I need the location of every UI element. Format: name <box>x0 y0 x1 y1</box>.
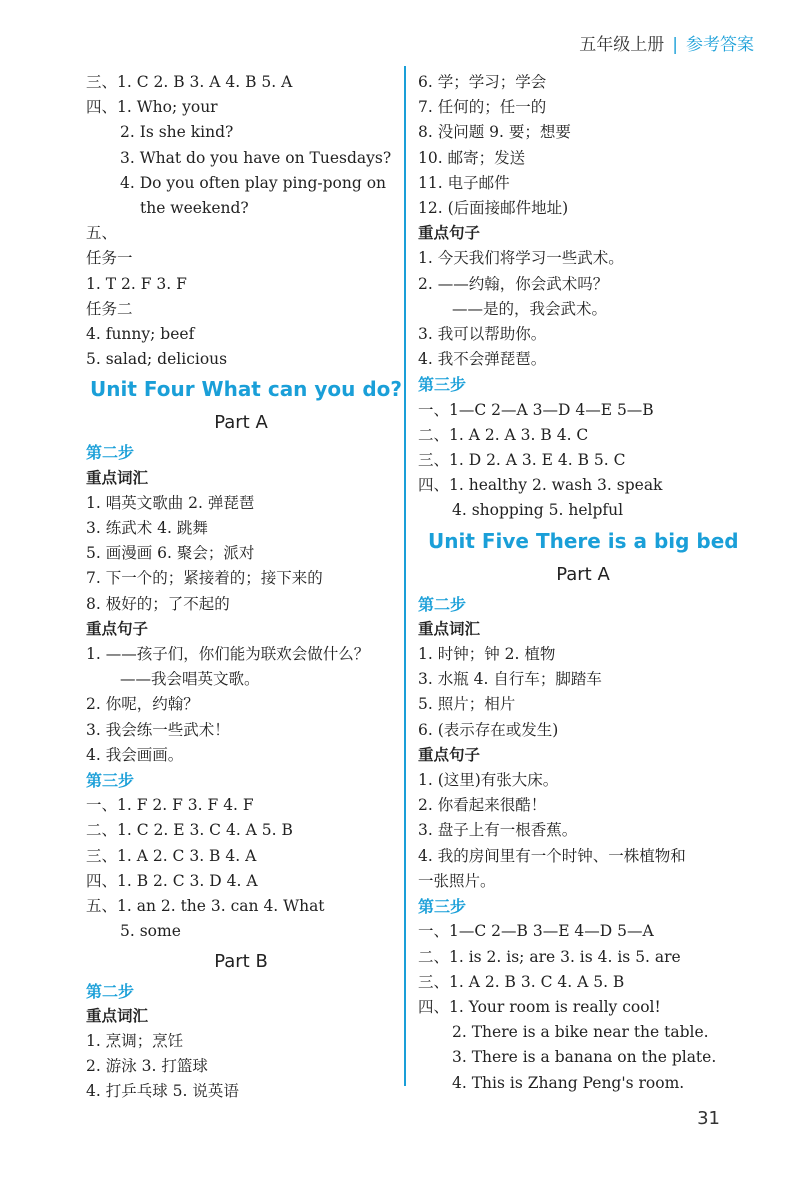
section-subheading: 重点句子 <box>418 224 481 243</box>
answer-line: 2. 你呢，约翰？ <box>86 695 199 714</box>
answer-line: 6. 学；学习；学会 <box>418 73 547 91</box>
step-heading: 第二步 <box>86 981 135 1001</box>
answer-line: 3. 盘子上有一根香蕉。 <box>418 821 578 840</box>
step-heading: 第三步 <box>418 375 467 395</box>
section-subheading: 重点句子 <box>86 619 149 638</box>
answer-line: 四、1. Your room is really cool! <box>418 997 661 1016</box>
right-column <box>418 70 748 1096</box>
answer-line: 三、1. C 2. B 3. A 4. B 5. A <box>86 73 293 91</box>
answer-line: 7. 任何的；任一的 <box>418 98 547 117</box>
answer-line: 1. 唱英文歌曲 2. 弹琵琶 <box>86 493 255 512</box>
answer-line: 4. 我不会弹琵琶。 <box>418 350 547 369</box>
step-heading: 第三步 <box>86 771 135 791</box>
answer-line: 3. 练武术 4. 跳舞 <box>86 519 208 538</box>
answer-line: 四、1. B 2. C 3. D 4. A <box>86 871 258 890</box>
column-divider <box>404 66 406 1086</box>
answer-line: 2. Is she kind? <box>120 123 234 142</box>
answer-line: 三、1. A 2. B 3. C 4. A 5. B <box>418 972 625 991</box>
answer-line: 3. 我会练一些武术！ <box>86 720 230 739</box>
step-heading: 第三步 <box>418 897 467 917</box>
answer-line: the weekend? <box>140 199 249 218</box>
answer-line: 1. T 2. F 3. F <box>86 274 187 293</box>
answer-line: 6. (表示存在或发生) <box>418 720 559 739</box>
answer-line: 五、 <box>86 224 118 243</box>
answer-line: ——是的，我会武术。 <box>452 299 608 318</box>
answer-line: 一、1—C 2—B 3—E 4—D 5—A <box>418 922 654 941</box>
step-heading: 第二步 <box>418 594 467 614</box>
answer-line: 2. 你看起来很酷！ <box>418 796 547 815</box>
section-subheading: 重点句子 <box>418 745 481 764</box>
answer-line: 4. shopping 5. helpful <box>452 501 624 520</box>
answer-line: 二、1. C 2. E 3. C 4. A 5. B <box>86 821 293 840</box>
answer-line: 12. (后面接邮件地址) <box>418 199 569 218</box>
answer-line: 4. This is Zhang Peng's room. <box>452 1073 685 1092</box>
section-subheading: 重点词汇 <box>86 468 149 487</box>
answer-line: 四、1. healthy 2. wash 3. speak <box>418 476 663 495</box>
answer-line: 3. 我可以帮助你。 <box>418 325 547 344</box>
answer-line: 3. 水瓶 4. 自行车；脚踏车 <box>418 670 602 689</box>
unit-title: Unit Four What can you do? <box>90 377 403 402</box>
section-subheading: 重点词汇 <box>86 1006 149 1025</box>
answer-line: 5. salad; delicious <box>86 350 228 369</box>
page-number: 31 <box>697 1108 720 1129</box>
answer-line: 7. 下一个的；紧接着的；接下来的 <box>86 569 323 588</box>
answer-line: 8. 极好的；了不起的 <box>86 594 230 613</box>
answer-line: 三、1. A 2. C 3. B 4. A <box>86 846 257 865</box>
header-answers: 参考答案 <box>686 35 754 55</box>
answer-line: 4. 我的房间里有一个时钟、一株植物和 <box>418 846 686 865</box>
header-grade: 五年级上册 <box>579 35 665 55</box>
answer-line: 4. 打乒乓球 5. 说英语 <box>86 1082 239 1101</box>
answer-line: 4. funny; beef <box>86 325 195 344</box>
answer-line: 二、1. A 2. A 3. B 4. C <box>418 425 589 444</box>
answer-line: 10. 邮寄；发送 <box>418 148 526 167</box>
answer-line: 11. 电子邮件 <box>418 173 510 192</box>
answer-line: 1. 烹调；烹饪 <box>86 1031 184 1050</box>
part-title: Part B <box>214 950 268 972</box>
unit-title: Unit Five There is a big bed <box>428 528 739 553</box>
answer-line: 1. (这里)有张大床。 <box>418 771 559 790</box>
part-title: Part A <box>556 563 610 585</box>
answer-line: 1. 今天我们将学习一些武术。 <box>418 249 624 268</box>
answer-line: 4. Do you often play ping-pong on <box>120 173 387 192</box>
answer-line: 2. ——约翰，你会武术吗？ <box>418 274 609 293</box>
answer-line: 5. 画漫画 6. 聚会；派对 <box>86 544 255 563</box>
answer-line: 四、1. Who; your <box>86 98 218 117</box>
answer-line: 任务二 <box>86 299 133 318</box>
answer-line: 5. some <box>120 922 181 941</box>
answer-line: 1. 时钟；钟 2. 植物 <box>418 645 556 664</box>
answer-line: 一、1. F 2. F 3. F 4. F <box>86 796 254 815</box>
answer-line: 1. ——孩子们，你们能为联欢会做什么？ <box>86 645 370 664</box>
part-title: Part A <box>214 412 268 434</box>
answer-line: 三、1. D 2. A 3. E 4. B 5. C <box>418 451 626 470</box>
answer-line: 3. There is a banana on the plate. <box>452 1048 717 1067</box>
answer-line: 一张照片。 <box>418 871 496 890</box>
answer-line: ——我会唱英文歌。 <box>120 670 260 689</box>
answer-line: 5. 照片；相片 <box>418 695 516 714</box>
answer-line: 3. What do you have on Tuesdays? <box>120 148 392 167</box>
answer-line: 4. 我会画画。 <box>86 745 184 764</box>
answer-line: 一、1—C 2—A 3—D 4—E 5—B <box>418 400 654 419</box>
answer-line: 二、1. is 2. is; are 3. is 4. is 5. are <box>418 947 681 966</box>
page-header <box>579 30 754 55</box>
header-separator: | <box>672 35 678 55</box>
section-subheading: 重点词汇 <box>418 619 481 638</box>
answer-line: 2. There is a bike near the table. <box>452 1023 709 1042</box>
step-heading: 第二步 <box>86 443 135 463</box>
answer-line: 五、1. an 2. the 3. can 4. What <box>86 897 325 916</box>
answer-line: 2. 游泳 3. 打篮球 <box>86 1057 208 1076</box>
answer-line: 任务一 <box>86 249 133 268</box>
left-column <box>86 70 403 1105</box>
answer-line: 8. 没问题 9. 要；想要 <box>418 123 571 142</box>
